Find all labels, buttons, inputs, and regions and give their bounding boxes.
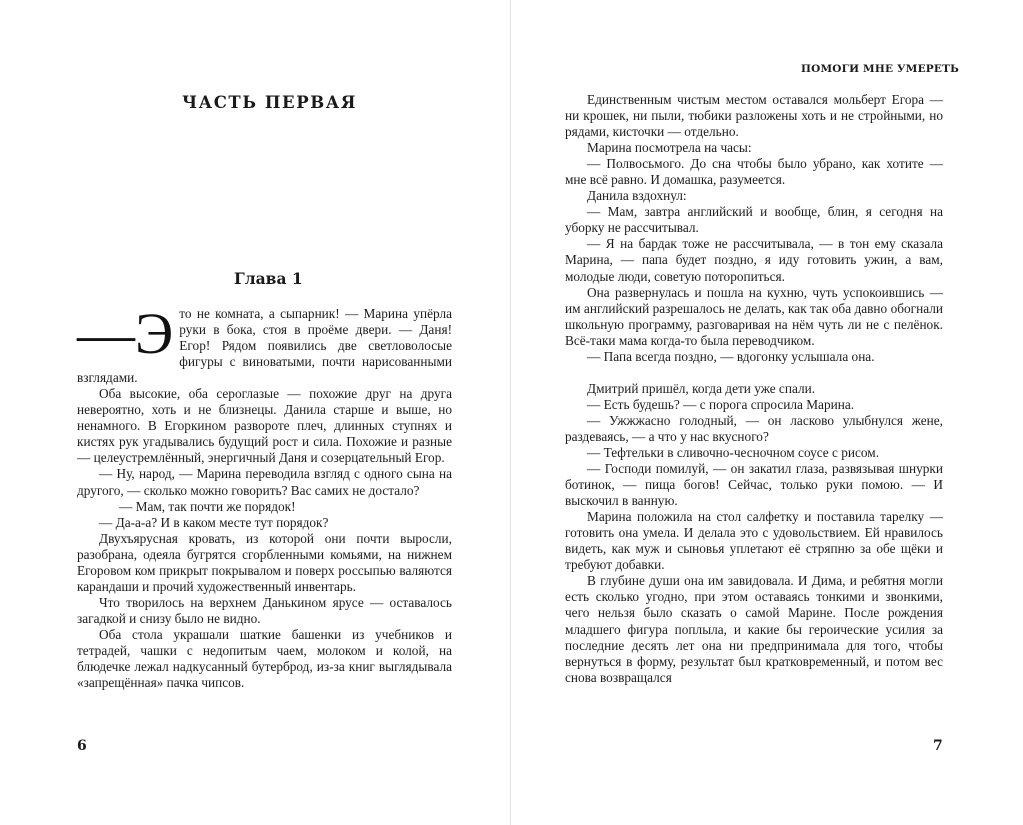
paragraph: — Ужжжасно голодный, — он ласково улыбнулся жене, раздеваясь, — а что у нас вкусного?	[565, 412, 943, 444]
paragraph: Единственным чистым местом оставался мольберт Егора — ни крошек, ни пыли, тюбики разложены хоть и не стройными, но рядами, кисточки — отдельно.	[565, 92, 943, 140]
right-page-body	[565, 92, 943, 686]
page-number-right: 7	[933, 738, 943, 754]
running-head: ПОМОГИ МНЕ УМЕРЕТЬ	[801, 63, 959, 75]
paragraph: — Я на бардак тоже не рассчитывала, — в тон ему сказала Марина, — папа будет поздно, я иду готовить ужин, а вам, молодые люди, советую поторопиться.	[565, 236, 943, 284]
drop-cap: —Э	[77, 301, 174, 366]
paragraph: — Ну, народ, — Марина переводила взгляд с одного сына на другого, — сколько можно говорить? Вас самих не достало?	[77, 466, 452, 498]
paragraph: Она развернулась и пошла на кухню, чуть успокоившись — им английский разрешалось не делать, как так оба давно обогнали школьную программу, разговаривая на нём чуть ли не с пелёнок. Всё-таки мама когда-то была переводчиком.	[565, 284, 943, 348]
paragraph: В глубине души она им завидовала. И Дима, и ребятня могли есть сколько угодно, при этом оставаясь тонкими и звонкими, чего нельзя было сказать о самой Марине. После рождения младшего фигура поплыла, и какие бы героические усилия за последние десять лет она ни предпринимала для того, чтобы вернуться в форму, результат был кратковременный, и потом вес снова возвращался	[565, 573, 943, 685]
paragraph-text: то не комната, а сыпарник! — Марина упёрла руки в бока, стоя в проёме двери. — Даня! Егор! Рядом появились две светловолосые фигуры с виноватыми, почти нарисованными взглядами.	[77, 306, 452, 386]
paragraph	[77, 301, 452, 386]
paragraph: — Господи помилуй, — он закатил глаза, развязывая шнурки ботинок, — пища богов! Сейчас, только руки помою. — И выскочил в ванную.	[565, 461, 943, 509]
paragraph: Оба высокие, оба сероглазые — похожие друг на друга невероятно, хоть и не близнецы. Данила старше и выше, но ненамного. В Егоркином развороте плеч, длинных ступнях и кистях рук угадывались будущий рост и сила. Похожие и разные — целеустремлённый, энергичный Даня и созерцательный Егор.	[77, 386, 452, 466]
chapter-title: Глава 1	[234, 269, 303, 288]
paragraph: — Тефтельки в сливочно-чесночном соусе с рисом.	[587, 444, 880, 460]
paragraph: Марина посмотрела на часы:	[587, 140, 752, 156]
paragraph: — Есть будешь? — с порога спросила Марина.	[587, 396, 855, 412]
paragraph: Что творилось на верхнем Данькином ярусе — оставалось загадкой и снизу было не видно.	[77, 594, 452, 626]
paragraph: Дмитрий пришёл, когда дети уже спали.	[587, 380, 816, 396]
paragraph: Двухъярусная кровать, из которой они почти выросли, разобрана, одеяла бугрятся сгорбленными комьями, на нижнем Егоровом ком прикрыт покрывалом и поверх россыпью валяются карандаши и прочий художественный инвентарь.	[77, 530, 452, 594]
paragraph: — Папа всегда поздно, — вдогонку услышала она.	[587, 348, 875, 364]
left-page	[0, 0, 510, 825]
paragraph: — Да-а-а? И в каком месте тут порядок?	[99, 514, 329, 530]
paragraph: Марина положила на стол салфетку и поставила тарелку — готовить она умела. И делала это с удовольствием. Ей нравилось видеть, как муж и сыновья уплетают её стряпню за обе щёки и требуют добавки.	[565, 509, 943, 573]
page-number-left: 6	[77, 738, 87, 754]
left-page-body	[77, 301, 452, 691]
paragraph: — Полвосьмого. До сна чтобы было убрано, как хотите — мне всё равно. И домашка, разумеется.	[565, 156, 943, 188]
paragraph: Оба стола украшали шаткие башенки из учебников и тетрадей, чашки с недопитым чаем, молоком и колой, на блюдечке лежал надкусанный бутерброд, из-за книг выглядывала «запрещённая» пачка чипсов.	[77, 626, 452, 691]
paragraph: — Мам, завтра английский и вообще, блин, я сегодня на уборку не рассчитывал.	[565, 204, 943, 236]
paragraph: — Мам, так почти же порядок!	[119, 498, 296, 514]
part-title: ЧАСТЬ ПЕРВАЯ	[182, 93, 357, 112]
paragraph: Данила вздохнул:	[587, 188, 687, 204]
